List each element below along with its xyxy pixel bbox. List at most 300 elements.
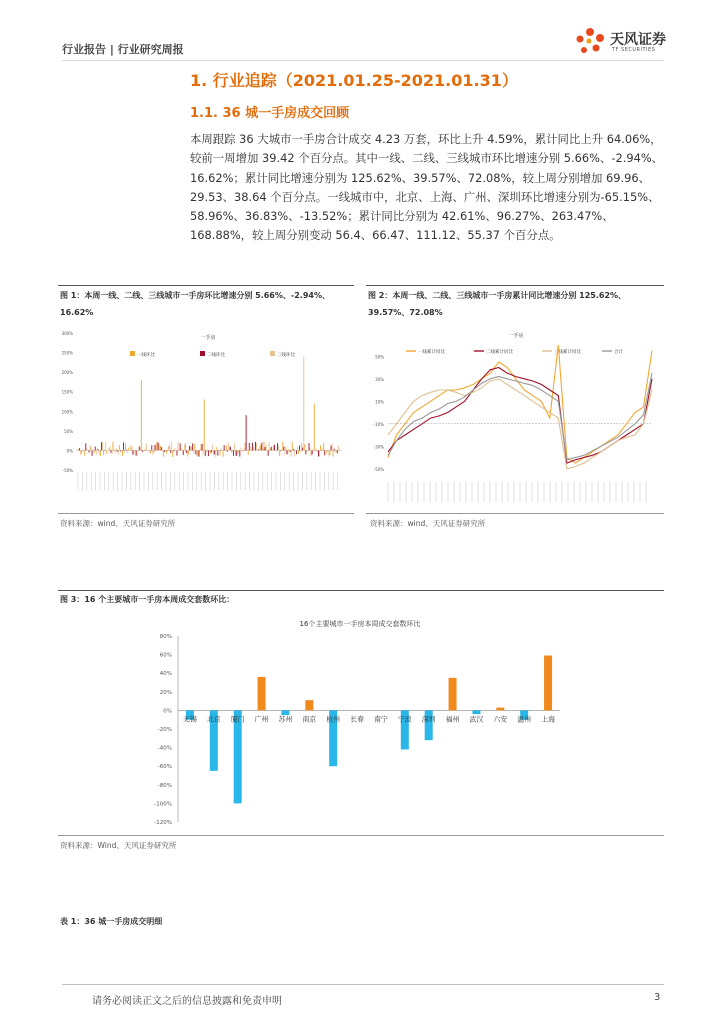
figure1-bar: [197, 450, 198, 455]
figure1-bar: [324, 450, 325, 455]
figure1-bar: [243, 450, 244, 451]
figure1-bar: [274, 445, 275, 451]
figure1-bar: [187, 450, 188, 456]
figure3-ytick-label: -80%: [157, 782, 172, 789]
figure1-bar: [153, 450, 154, 452]
figure1-bar: [206, 450, 207, 452]
figure2-ytick-label: -30%: [373, 444, 384, 450]
figure1-source: 资料来源：wind、天风证券研究所: [60, 519, 176, 528]
figure1-bar: [230, 447, 231, 450]
figure1-bar: [289, 449, 290, 451]
figure1-bar: [155, 445, 156, 450]
figure1-bar: [199, 450, 200, 456]
figure1-bar: [229, 446, 230, 451]
figure1-bar: [193, 450, 194, 453]
summary-paragraph: 本周跟踪 36 大城市一手房合计成交 4.23 万套，环比上升 4.59%，累计同比上升 64.06%，较前一周增加 39.42 个百分点。其中一线、二线、三线城市环比增速分别 5.66%、-2.94%、16.62%；累计同比增速分别为 125.62%、39.57%、72.08%，较上周分别增加 69.96、29.53、38.64 个百分点。一线城市中，北京、上海、广州、深圳环比增速分别为-65.15%、58.96%、36.83%、-13.52%；累计同比分别为 42.61%、96.27%、263.47%、168.88%，较上周分别变动 56.4、66.47、111.12、55.37 个百分点。: [190, 132, 664, 243]
figure2-legend-label: 一线累计同比: [418, 350, 445, 355]
figure1-bar: [160, 445, 161, 450]
figure1-bar: [232, 450, 233, 451]
header-section: 行业报告 | 行业研究周报: [62, 43, 184, 56]
figure1-bar: [309, 443, 310, 450]
figure2-ytick-label: -10%: [373, 421, 384, 427]
figure1-bar: [215, 450, 216, 457]
figure1-bar: [152, 450, 153, 455]
figure3-bar: [544, 656, 552, 711]
figure1-legend-swatch: [200, 351, 205, 356]
figure1-bar: [292, 442, 293, 450]
figure3-category-label: 宁波: [397, 715, 412, 724]
figure3-ytick-label: 40%: [159, 671, 172, 678]
figure1-bar: [159, 444, 160, 451]
figure2-ytick-label: 50%: [375, 354, 384, 360]
figure1-bar: [182, 450, 183, 451]
figure1-bar: [303, 356, 304, 450]
figure1-bar: [317, 450, 318, 451]
figure1-bar: [184, 445, 185, 451]
figure2-series-line: [388, 345, 652, 463]
figure1-bar: [253, 446, 254, 450]
figure1-bar: [224, 445, 225, 450]
figure1-bar: [130, 445, 131, 450]
figure1-bar: [200, 449, 201, 451]
figure1-bar: [235, 450, 236, 455]
figure1-bar: [194, 444, 195, 450]
figure1-bar: [172, 450, 173, 456]
figure1-bar: [280, 450, 281, 451]
figure1-bar: [125, 443, 126, 450]
figure1-bar: [312, 450, 313, 454]
figure3-ytick-label: 80%: [159, 634, 172, 640]
figure1-bar: [263, 442, 264, 451]
figure3-source: 资料来源：Wind、天风证券研究所: [60, 841, 177, 850]
figure1-bar: [188, 450, 189, 454]
figure1-bar: [318, 450, 319, 456]
footer-disclaimer: 请务必阅读正文之后的信息披露和免责申明: [92, 996, 282, 1007]
logo-flower-icon: [568, 24, 608, 60]
figure1-bar: [100, 450, 101, 456]
figure1-bar: [239, 450, 240, 456]
figure1-bar: [237, 450, 238, 454]
figure1-bar: [294, 450, 295, 456]
figure1-bar: [84, 450, 85, 455]
figure1-bar: [330, 450, 331, 455]
figure1-bar: [142, 450, 143, 451]
figure1-bar: [177, 450, 178, 455]
figure1-bar: [270, 448, 271, 450]
figure1-bar: [94, 450, 95, 453]
figure1-bar: [190, 446, 191, 450]
figure1-bar: [219, 450, 220, 455]
figure1-bar: [105, 442, 106, 450]
figure1-bar: [302, 448, 303, 451]
figure2-series-line: [388, 373, 652, 460]
figure1-bar: [180, 443, 181, 450]
figure1-bar: [258, 449, 259, 450]
figure1-legend-swatch: [130, 351, 135, 356]
figure1-bar: [288, 450, 289, 453]
figure1-bar: [90, 445, 91, 451]
figure1-bar: [305, 450, 306, 454]
figure1-bar: [174, 448, 175, 451]
figure1-bar: [136, 450, 137, 455]
figure1-bar: [236, 450, 237, 456]
figure1-bar: [123, 443, 124, 451]
figure3-ytick-label: -60%: [157, 764, 172, 771]
figure3-category-label: 福州: [445, 715, 460, 724]
figure1-bar: [213, 450, 214, 454]
figure1-bar: [245, 443, 246, 451]
brand-name-en: TF SECURITIES: [612, 47, 656, 53]
figure1-bar: [163, 450, 164, 456]
figure1-legend-label: 三线环比: [277, 353, 295, 358]
figure1-bar: [144, 449, 145, 450]
figure1-bar: [251, 449, 252, 450]
figure3-ytick-label: 60%: [159, 652, 172, 659]
figure1-bar: [134, 450, 135, 453]
figure1-bar: [282, 441, 283, 450]
figure1-bar: [139, 446, 140, 450]
figure3-bar: [234, 710, 242, 803]
figure1-bar: [217, 450, 218, 455]
figure3-chart-title: 16个主要城市一手房本周成交套数环比: [299, 620, 421, 628]
figure1-bar: [124, 450, 125, 453]
figure1-bar: [116, 448, 117, 450]
figure1-bar: [228, 442, 229, 450]
section-heading: 1. 行业追踪（2021.01.25-2021.01.31）: [190, 71, 518, 90]
figure1-bar: [306, 450, 307, 451]
figure1-bar: [186, 450, 187, 452]
figure2-top-rule: [366, 285, 664, 286]
figure1-bar: [273, 445, 274, 450]
figure1-bar: [223, 450, 224, 456]
figure1-bar: [211, 450, 212, 452]
figure1-bar: [328, 450, 329, 456]
figure1-bar: [146, 444, 147, 451]
figure1-bar: [238, 450, 239, 452]
figure1-bar: [301, 443, 302, 451]
figure1-bar: [166, 450, 167, 453]
figure1-legend-swatch: [270, 351, 275, 356]
figure1-bar: [339, 449, 340, 450]
figure1-bar: [297, 447, 298, 451]
figure1-bar: [117, 450, 118, 451]
figure1-bar: [214, 450, 215, 454]
figure1-bar: [268, 450, 269, 455]
figure3-bar: [449, 678, 457, 711]
figure3-title: 图 3：16 个主要城市一手房本周成交套数环比：: [60, 595, 235, 604]
figure2-legend-label: 合计: [614, 350, 623, 355]
figure3-category-label: 南京: [302, 715, 317, 724]
figure1-bar: [337, 450, 338, 453]
figure1-bar: [185, 443, 186, 450]
figure1-bar: [293, 449, 294, 450]
figure1-bar: [86, 448, 87, 451]
figure3-category-label: 武汉: [469, 715, 484, 724]
figure1-bar: [248, 450, 249, 455]
figure1-bar: [162, 448, 163, 450]
figure1-bar: [106, 450, 107, 454]
figure1-bar: [207, 449, 208, 450]
figure1-bar: [78, 449, 79, 450]
figure3-category-label: 杭州: [326, 715, 341, 724]
figure1-title: 图 1：本周一线、二线、三线城市一手房环比增速分别 5.66%、-2.94%、16.62%: [60, 291, 330, 317]
figure1-bar: [336, 450, 337, 451]
figure2-legend-label: 三线累计同比: [554, 350, 581, 355]
header-divider: [62, 60, 664, 61]
figure1-bar: [195, 450, 196, 454]
figure1-bar: [286, 446, 287, 450]
figure1-bar: [275, 449, 276, 450]
figure1-bar: [283, 447, 284, 451]
table1-title: 表 1：36 城一手房成交明细: [60, 917, 163, 926]
figure2-title: 图 2：本周一线、二线、三线城市一手房累计同比增速分别 125.62%、39.57%、72.08%: [368, 291, 627, 317]
subsection-heading: 1.1. 36 城一手房成交回顾: [190, 106, 350, 121]
figure2-chart: [366, 325, 662, 510]
figure3-bar: [472, 710, 480, 714]
figure1-bar: [279, 450, 280, 456]
figure1-bar: [281, 450, 282, 451]
figure1-bar: [216, 447, 217, 450]
figure1-bar: [161, 447, 162, 450]
figure1-ytick-label: 100%: [61, 409, 73, 415]
figure1-bar: [240, 448, 241, 451]
figure1-bar: [179, 450, 180, 451]
figure1-bar: [81, 450, 82, 453]
figure1-bar: [298, 450, 299, 453]
figure3-ytick-label: -100%: [154, 801, 172, 808]
figure1-bar: [271, 447, 272, 451]
figure1-bar: [132, 450, 133, 454]
figure1-bar: [296, 450, 297, 454]
figure1-bar: [208, 450, 209, 456]
figure1-bar: [83, 449, 84, 450]
figure1-bar: [319, 450, 320, 456]
footer-divider: [62, 984, 664, 985]
figure1-bar: [266, 444, 267, 450]
figure1-bar: [226, 445, 227, 450]
figure1-bar: [92, 450, 93, 455]
figure1-bar: [164, 450, 165, 452]
figure1-bottom-rule: [58, 513, 354, 514]
figure1-bar: [91, 447, 92, 451]
figure1-bar: [113, 442, 114, 451]
figure1-bar: [165, 450, 166, 451]
figure1-bar: [141, 380, 142, 450]
figure1-bar: [252, 443, 253, 451]
figure1-ytick-label: 0%: [66, 448, 73, 454]
figure1-bar: [250, 447, 251, 451]
figure1-bar: [110, 450, 111, 452]
figure3-ytick-label: -120%: [154, 820, 172, 826]
figure1-bar: [335, 450, 336, 452]
figure1-bar: [169, 445, 170, 450]
figure3-category-label: 苏州: [278, 715, 293, 724]
figure1-bar: [209, 450, 210, 451]
figure1-bar: [183, 450, 184, 455]
figure1-bar: [331, 446, 332, 451]
figure1-bar: [156, 444, 157, 451]
page-number: 3: [654, 992, 661, 1003]
figure1-bar: [316, 449, 317, 450]
figure1-bar: [149, 450, 150, 452]
figure1-bar: [300, 450, 301, 452]
figure1-bar: [262, 448, 263, 450]
figure1-bar: [191, 447, 192, 451]
figure1-bar: [196, 450, 197, 456]
figure3-ytick-label: -20%: [157, 727, 172, 733]
figure1-legend-label: 二线环比: [207, 353, 225, 358]
figure1-bar: [254, 450, 255, 451]
figure1-bar: [127, 450, 128, 453]
figure1-bar: [79, 448, 80, 450]
figure1-bar: [261, 443, 262, 451]
brand-name-cn: 天风证券: [610, 32, 666, 48]
figure1-bar: [290, 450, 291, 452]
figure3-ytick-label: 0%: [163, 708, 172, 715]
figure1-bar: [233, 450, 234, 455]
brand-logo: [568, 24, 668, 60]
figure1-bar: [246, 415, 247, 450]
figure1-bar: [278, 446, 279, 451]
figure1-bar: [212, 445, 213, 451]
figure3-bar: [258, 677, 266, 710]
figure1-bar: [140, 447, 141, 451]
figure1-bar: [109, 446, 110, 450]
figure1-bar: [227, 450, 228, 451]
figure1-bar: [93, 449, 94, 450]
figure2-bottom-rule: [366, 513, 664, 514]
figure2-ytick-label: -50%: [373, 466, 384, 472]
figure1-bar: [249, 443, 250, 450]
figure1-ytick-label: -50%: [62, 468, 73, 473]
figure2-source: 资料来源：wind、天风证券研究所: [370, 519, 486, 528]
figure1-bar: [202, 444, 203, 451]
figure1-bar: [320, 445, 321, 450]
figure1-bar: [137, 450, 138, 456]
figure3-bar: [496, 708, 504, 711]
figure1-bar: [192, 443, 193, 450]
figure1-bar: [321, 450, 322, 451]
figure1-bar: [259, 446, 260, 450]
figure3-category-label: 温州: [517, 715, 532, 724]
figure1-bar: [97, 448, 98, 450]
figure3-bar: [305, 700, 313, 710]
figure2-chart-title: 一手房: [508, 333, 524, 339]
figure1-bar: [119, 445, 120, 451]
figure1-chart-title: 一手房: [200, 335, 216, 341]
figure3-category-label: 长春: [350, 715, 365, 724]
figure3-category-label: 广州: [254, 715, 269, 724]
figure1-bar: [99, 450, 100, 454]
figure3-bar: [281, 710, 289, 715]
figure1-bar: [338, 446, 339, 451]
figure1-bar: [287, 450, 288, 454]
figure1-bar: [311, 450, 312, 455]
figure3-category-label: 六安: [493, 715, 508, 724]
figure1-bar: [269, 442, 270, 451]
figure1-bar: [333, 450, 334, 456]
figure1-bar: [203, 450, 204, 454]
figure1-top-rule: [58, 285, 354, 286]
figure1-bar: [101, 442, 102, 450]
figure1-bar: [150, 450, 151, 453]
figure1-bar: [98, 449, 99, 450]
figure1-bar: [126, 450, 127, 451]
figure3-category-label: 上海: [541, 715, 556, 724]
figure3-chart: [140, 612, 580, 832]
figure1-bar: [310, 448, 311, 450]
figure1-bar: [108, 448, 109, 450]
figure1-bar: [210, 450, 211, 453]
figure1-bar: [151, 445, 152, 450]
figure3-bottom-rule: [58, 835, 664, 836]
figure1-bar: [231, 450, 232, 452]
figure1-legend-label: 一线环比: [137, 353, 155, 358]
figure3-category-label: 南宁: [373, 715, 388, 724]
figure3-category-label: 深圳: [421, 715, 436, 724]
figure1-bar: [304, 444, 305, 450]
figure1-bar: [122, 450, 123, 455]
figure1-bar: [201, 444, 202, 450]
figure3-category-label: 无锡: [182, 715, 197, 724]
figure1-bar: [96, 450, 97, 454]
figure1-bar: [326, 450, 327, 453]
figure1-bar: [131, 447, 132, 451]
figure1-bar: [313, 449, 314, 450]
figure1-ytick-label: 200%: [61, 370, 73, 376]
figure1-bar: [120, 450, 121, 451]
figure1-bar: [323, 443, 324, 451]
figure1-bar: [128, 448, 129, 451]
figure2-legend-label: 二线累计同比: [486, 350, 513, 355]
figure1-ytick-label: 300%: [61, 331, 73, 336]
figure1-bar: [181, 448, 182, 451]
figure1-ytick-label: 50%: [64, 428, 73, 434]
figure1-bar: [103, 450, 104, 455]
figure1-bar: [255, 442, 256, 451]
figure1-bar: [102, 442, 103, 451]
figure1-bar: [332, 444, 333, 451]
figure1-bar: [88, 450, 89, 452]
figure1-bar: [291, 450, 292, 456]
figure1-bar: [189, 446, 190, 450]
figure1-bar: [314, 403, 315, 450]
figure1-bar: [334, 449, 335, 451]
figure1-bar: [170, 450, 171, 452]
figure1-bar: [112, 450, 113, 454]
figure1-bar: [204, 400, 205, 451]
figure1-bar: [178, 441, 179, 450]
figure1-bar: [244, 449, 245, 451]
figure3-category-label: 厦门: [230, 715, 245, 724]
figure1-ytick-label: 250%: [61, 350, 73, 356]
figure1-bar: [115, 450, 116, 453]
figure1-bar: [168, 446, 169, 450]
figure3-ytick-label: 20%: [159, 689, 172, 696]
figure1-bar: [118, 450, 119, 454]
figure1-bar: [265, 447, 266, 450]
figure1-bar: [234, 443, 235, 450]
figure2-ytick-label: 10%: [375, 399, 384, 405]
figure1-chart: [60, 325, 350, 510]
figure1-bar: [95, 446, 96, 450]
figure1-bar: [260, 445, 261, 451]
figure1-bar: [284, 450, 285, 454]
figure1-bar: [256, 443, 257, 450]
figure1-bar: [158, 442, 159, 450]
figure1-bar: [277, 443, 278, 450]
figure1-bar: [85, 443, 86, 450]
